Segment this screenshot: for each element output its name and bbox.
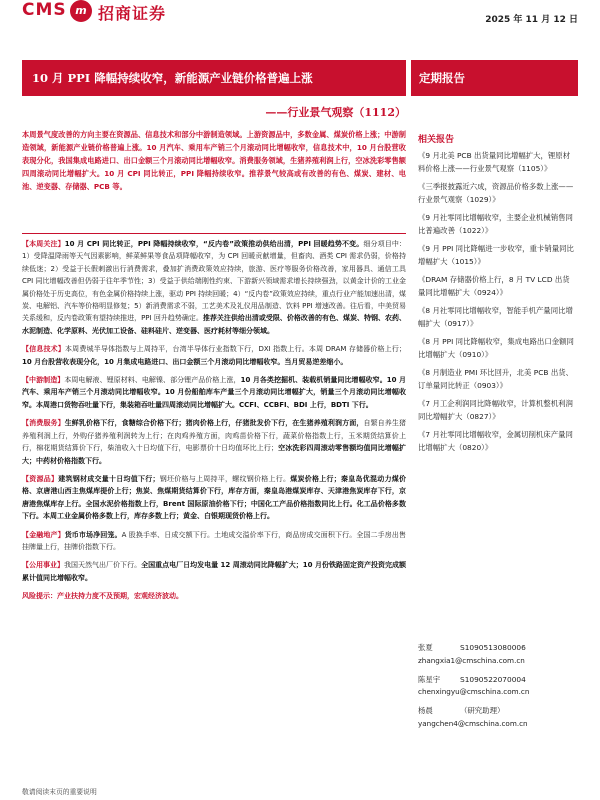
risk-warning: 风险提示：产业扶持力度不及预期，宏观经济波动。 [22, 592, 183, 601]
section-tag: 【金融地产】 [22, 530, 65, 539]
section-text: 自繁自养生猪养殖利润上行，外购仔猪养殖利润转为上行；在肉鸡养殖方面，肉鸡苗价格下行，蔬菜价格指数上行，玉米期货结算价上行，棉花期货结算价下行，柴油收入十日均值下行，电影票价十日均值环比上行； [22, 419, 406, 453]
section-text: 细分项目中：1）受降温降雨等天气因素影响，鲜菜鲜果等食品项降幅收窄，为 CPI 回暖贡献增量，但畜肉、酒类 CPI 需求仍弱，价格持续低迷；2）受益于长假刺激出行消费需求，叠加扩消费政策效应持续，旅游、医疗等服务价格改善，家用器具、通信工具 CPI 同比增幅改善但仍弱于往年季节性；3）受益于供给端刚性约束、下游新兴领域需求增长持续强劲，以黄金计价的工业金属价格处于历史高位，有色金属价格持续上涨，驱动 PPI 持续回暖；4）“反内卷”政策效应持续，重点行业产能加速出清，煤炭、电解铝、汽车等价格明显修复；5）新消费需求不弱，工艺美术及礼仪用品制造、饮料 PPI 增速改善。往后看，中美贸易关系缓和，反内卷政策有望持续推进，PPI 回升趋势确定。 [22, 240, 406, 323]
author-license: （研究助理） [460, 706, 505, 715]
related-report-link[interactable]: 《8 月制造业 PMI 环比回升，北美 PCB 出货、订单量同比转正（0903）》 [418, 368, 574, 390]
section-text: 我国天然气出厂价下行。 [64, 561, 142, 570]
section-tag: 【本周关注】 [22, 240, 65, 248]
page-footer: 敬请阅读末页的重要说明 [22, 788, 97, 796]
report-date: 2025 年 11 月 12 日 [485, 15, 578, 25]
report-subtitle: ——行业景气观察（1112） [265, 106, 406, 119]
section-lead: 10 月 CPI 同比转正，PPI 降幅持续收窄，“反内卷”政策推动供给出清，PPI 回暖趋势不变。 [64, 240, 364, 248]
section-lead: 建筑钢材成交量十日均值下行； [58, 474, 160, 483]
author-name: 杨晨 [418, 706, 433, 715]
body-paragraph-midstream [22, 374, 406, 411]
related-report-link[interactable]: 《9 月社零同比增幅收窄，主要企业机械销售同比普遍改善（1022）》 [418, 213, 573, 235]
body-paragraph-it [22, 343, 406, 368]
section-text: 本周电解液、锂原材料、电解镍、部分锂产品价格上涨， [64, 376, 241, 385]
body-paragraph-resources [22, 473, 406, 523]
section-lead: 生鲜乳价格下行，食糖综合价格下行；猪肉价格上行，仔猪批发价下行，在生猪养殖利润方面， [64, 419, 364, 428]
related-report-link[interactable]: 《9 月北美 PCB 出货量同比增幅扩大，锂原材料价格上涨——行业景气观察（1105）》 [418, 151, 571, 173]
section-tag: 【信息技术】 [22, 345, 65, 354]
related-reports-list [418, 150, 578, 460]
report-type-banner [411, 60, 578, 96]
author-license: S1090513080006 [460, 643, 526, 652]
related-report-link[interactable]: 《DRAM 存储器价格上行，8 月 TV LCD 出货量同比增幅扩大（0924）》 [418, 275, 570, 297]
section-tail: 10 月各类挖掘机、装载机销量同比增幅收窄。10 月汽车、乘用车产销三个月滚动同比增幅收窄。10 月份船舶库车产量三个月滚动同比增幅扩大，销量三个月滚动同比增幅收窄。本周港口货物吞吐量下行，集装箱吞吐量四周滚动同比增幅扩大。CCFI、CCBFI、BDI 上行，BDTI 下行。 [22, 376, 406, 409]
author-row [418, 674, 578, 687]
author-name: 张夏 [418, 643, 433, 652]
report-title: 10 月 PPI 降幅持续收窄，新能源产业链价格普遍上涨 [32, 71, 313, 85]
body-paragraph-focus [22, 238, 406, 337]
related-report-link[interactable]: 《7 月社零同比增幅收窄，金属切削机床产量同比增幅扩大（0820）》 [418, 430, 573, 452]
section-lead: 货币市场净回笼。 [64, 530, 122, 539]
author-row [418, 642, 578, 655]
author-name: 陈星宇 [418, 674, 441, 684]
report-type: 定期报告 [419, 71, 465, 85]
sidebar [418, 104, 578, 794]
related-report-link[interactable]: 《8 月 PPI 同比降幅收窄，集成电路出口金额同比增幅扩大（0910）》 [418, 337, 574, 359]
author-license: S1090522070004 [460, 674, 526, 684]
related-reports-title: 相关报告 [418, 135, 455, 145]
body-paragraph-finance [22, 529, 406, 554]
section-tail: 全国重点电厂日均发电量 12 周滚动同比降幅扩大；10 月份铁路固定资产投资完成额累计值同比增幅收窄。 [22, 561, 406, 582]
related-report-link[interactable]: 《三季报披露近六成，资源品价格多数上涨——行业景气观察（1029）》 [418, 182, 574, 204]
section-text: 本周费城半导体指数与上周持平，台湾半导体行业指数下行，DXI 指数上行。本周 DRAM 存储器价格上行； [65, 345, 406, 354]
section-text: A 股换手率、日成交额下行。土地成交溢价率下行，商品房成交面积下行。全国二手房出售挂牌量上行，挂牌价指数下行。 [22, 530, 406, 551]
report-body [22, 238, 406, 783]
section-tail: 推荐关注供给出清或受限、价格改善的有色、煤炭、特钢、农药、水泥制造、化学原料、光伏加工设备、硅料硅片、逆变器、医疗耗材等细分领域。 [22, 314, 406, 335]
section-tag: 【公用事业】 [22, 561, 65, 570]
section-tail: 煤炭价格上行；秦皇岛优混动力煤价格、京唐港山西主焦煤库提价上行；焦炭、焦煤期货结算价下行，库存方面，秦皇岛港煤炭库存、天津港焦炭库存下行，京唐港焦煤库存上行。全国水泥价格指数上行，Brent 国际原油价格下行；中国化工产品价格指数同比上行。化工品价格多数下行。本周工业金属价格多数上行，库存多数上行；黄金、白银期现货价格上行。 [22, 474, 406, 521]
related-report-link[interactable]: 《7 月工企利润同比降幅收窄，计算机整机利润同比增幅扩大（0827）》 [418, 399, 573, 421]
title-banner [22, 60, 406, 96]
logo-chinese-name: 招商证券 [98, 4, 167, 23]
page-header [0, 0, 600, 40]
section-tag: 【资源品】 [22, 474, 59, 483]
cms-logo [22, 0, 222, 22]
section-text: 钢坯价格与上周持平，螺纹钢价格上行。 [159, 474, 291, 483]
section-tail: 空冰洗彩四周滚动零售额均值同比增幅扩大；中药材价格指数下行。 [22, 444, 406, 465]
summary-paragraph: 本周景气度改善的方向主要在资源品、信息技术和部分中游制造领域。上游资源品中，多数金属、煤炭价格上涨；中游制造领域，新能源产业链价格普遍上涨。10 月汽车、乘用车产销三个月滚动同比增幅收窄，信息技术中，10 月台股营收表现分化，我国集成电路进口、出口金额三个月滚动同比增幅收窄。消费服务领域，生猪养殖利润上行，空冰洗彩零售额四周滚动同比增幅扩大。10 月 CPI 同比转正，PPI 降幅持续收窄。推荐景气较高或有改善的有色、煤炭、建材、电池、逆变器、存储器、PCB 等。 [22, 130, 406, 191]
section-tail: 10 月台股营收表现分化，10 月集成电路进口、出口金额三个月滚动同比增幅收窄。当月贸易逆差缩小。 [22, 357, 348, 366]
author-email[interactable]: chenxingyu@cmschina.com.cn [418, 687, 530, 696]
body-paragraph-consumer [22, 417, 406, 467]
logo-mark-icon: m [70, 0, 92, 22]
author-email[interactable]: zhangxia1@cmschina.com.cn [418, 655, 525, 665]
body-paragraph-utilities [22, 559, 406, 584]
section-tag: 【中游制造】 [22, 376, 65, 385]
related-report-link[interactable]: 《9 月 PPI 同比降幅进一步收窄，重卡销量同比增幅扩大（1015）》 [418, 244, 574, 266]
related-report-link[interactable]: 《8 月社零同比增幅收窄，智能手机产量同比增幅扩大（0917）》 [418, 306, 573, 328]
section-tag: 【消费服务】 [22, 419, 65, 428]
author-email[interactable]: yangchen4@cmschina.com.cn [418, 718, 528, 728]
author-row [418, 705, 578, 718]
logo-cms-text: CMS [22, 0, 67, 20]
summary-divider [22, 233, 406, 234]
authors-block [418, 642, 578, 737]
